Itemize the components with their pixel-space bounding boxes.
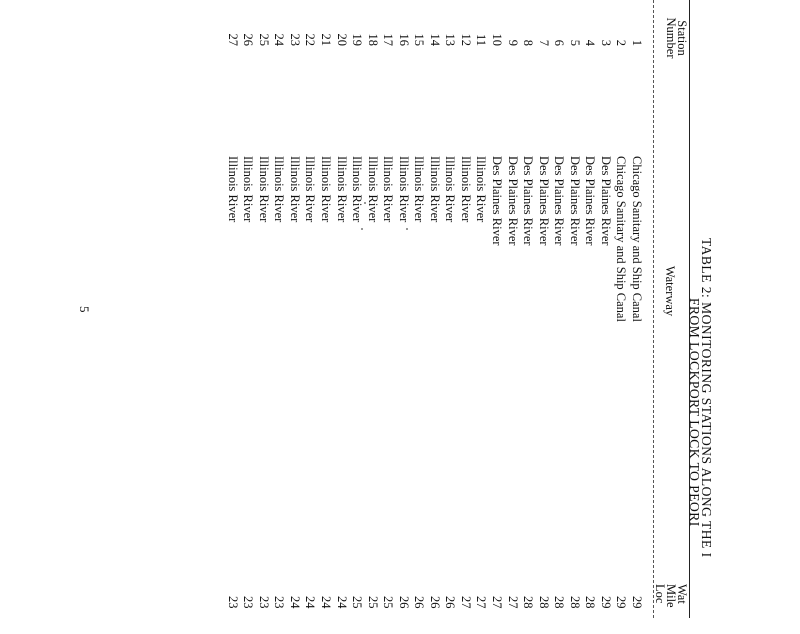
station-number-cell: 12 bbox=[458, 33, 473, 46]
station-number-cell: 11 bbox=[474, 33, 489, 46]
table-row bbox=[271, 0, 287, 618]
station-number-cell: 8 bbox=[521, 39, 536, 46]
waterway-cell: Illinois River bbox=[458, 156, 473, 223]
mile-location-cell: 26 bbox=[396, 596, 411, 609]
station-number-cell: 13 bbox=[443, 33, 458, 46]
header-station-number bbox=[665, 8, 687, 68]
mile-location-cell: 24 bbox=[303, 596, 318, 609]
mile-location-cell: 24 bbox=[287, 596, 302, 609]
station-number-cell: 27 bbox=[225, 33, 240, 46]
station-number-cell: 4 bbox=[583, 39, 598, 46]
mile-location-cell: 27 bbox=[505, 596, 520, 609]
table-row bbox=[426, 0, 442, 618]
header-mile-line-3: Loc bbox=[653, 584, 667, 604]
table-row bbox=[380, 0, 396, 618]
table-row bbox=[395, 0, 411, 618]
mile-location-cell: 23 bbox=[256, 596, 271, 609]
table-row bbox=[566, 0, 582, 618]
table-title-line-1: TABLE 2: MONITORING STATIONS ALONG THE I bbox=[699, 238, 714, 558]
table-row bbox=[255, 0, 271, 618]
station-number-cell: 5 bbox=[567, 39, 582, 46]
waterway-cell: Illinois River bbox=[365, 156, 380, 223]
table-row bbox=[333, 0, 349, 618]
waterway-cell: Illinois River bbox=[287, 156, 302, 223]
mile-location-cell: 27 bbox=[474, 596, 489, 609]
mile-location-cell: 28 bbox=[552, 596, 567, 609]
header-mile-line-2: Mile bbox=[664, 584, 678, 608]
header-mile-location bbox=[654, 584, 687, 634]
mile-location-cell: 27 bbox=[490, 596, 505, 609]
header-waterway-label: Waterway bbox=[663, 265, 677, 317]
scan-speck bbox=[364, 202, 366, 204]
table-row bbox=[473, 0, 489, 618]
mile-location-cell: 24 bbox=[319, 596, 333, 609]
mile-location-cell: 28 bbox=[583, 596, 598, 609]
table-row bbox=[613, 0, 629, 618]
station-number-cell: 18 bbox=[365, 33, 380, 46]
table-row bbox=[582, 0, 598, 618]
waterway-cell: Illinois River bbox=[272, 156, 287, 223]
mile-location-cell: 28 bbox=[536, 596, 551, 609]
table-row bbox=[597, 0, 613, 618]
table-row bbox=[302, 0, 318, 618]
table-row bbox=[504, 0, 520, 618]
station-number-cell: 23 bbox=[287, 33, 302, 46]
waterway-cell: Des Plaines River bbox=[598, 156, 613, 246]
mile-location-cell: 26 bbox=[443, 596, 458, 609]
mile-location-cell: 29 bbox=[630, 596, 644, 609]
mile-location-cell: 25 bbox=[381, 596, 396, 609]
table-top-rule bbox=[689, 0, 690, 618]
header-mile-line-1: Wat bbox=[675, 584, 689, 604]
station-number-cell: 1 bbox=[630, 39, 644, 46]
station-number-cell: 9 bbox=[505, 39, 520, 46]
waterway-cell: Illinois River bbox=[381, 156, 396, 223]
header-station-line-1: Station bbox=[675, 20, 689, 56]
waterway-cell: Illinois River bbox=[256, 156, 271, 223]
mile-location-cell: 24 bbox=[334, 596, 349, 609]
table-row bbox=[551, 0, 567, 618]
station-number-cell: 6 bbox=[552, 39, 567, 46]
station-number-cell: 22 bbox=[303, 33, 318, 46]
station-number-cell: 24 bbox=[272, 33, 287, 46]
waterway-cell: Illinois River bbox=[241, 156, 256, 223]
station-number-cell: 16 bbox=[396, 33, 411, 46]
header-waterway bbox=[664, 246, 675, 336]
station-number-cell: 10 bbox=[490, 33, 505, 46]
table-row bbox=[411, 0, 427, 618]
table-row bbox=[349, 0, 365, 618]
mile-location-cell: 27 bbox=[458, 596, 473, 609]
page-number: 5 bbox=[77, 306, 92, 313]
waterway-cell: Illinois River bbox=[427, 156, 442, 223]
mile-location-cell: 23 bbox=[225, 596, 240, 609]
station-number-cell: 21 bbox=[319, 33, 333, 46]
table-row bbox=[520, 0, 536, 618]
mile-location-cell: 25 bbox=[365, 596, 380, 609]
scan-speck bbox=[406, 228, 408, 230]
station-number-cell: 26 bbox=[241, 33, 256, 46]
table-title-line-2: FROM LOCKPORT LOCK TO PEORI bbox=[687, 298, 702, 527]
waterway-cell: Des Plaines River bbox=[536, 156, 551, 246]
waterway-cell: Des Plaines River bbox=[552, 156, 567, 246]
table-row bbox=[535, 0, 551, 618]
table-row bbox=[457, 0, 473, 618]
table-row bbox=[364, 0, 380, 618]
mile-location-cell: 28 bbox=[567, 596, 582, 609]
mile-location-cell: 26 bbox=[427, 596, 442, 609]
scan-speck bbox=[361, 228, 363, 230]
waterway-cell: Des Plaines River bbox=[567, 156, 582, 246]
station-number-cell: 14 bbox=[427, 33, 442, 46]
header-bottom-rule bbox=[653, 0, 654, 618]
waterway-cell: Chicago Sanitary and Ship Canal bbox=[614, 156, 629, 322]
table-row bbox=[489, 0, 505, 618]
waterway-cell: Des Plaines River bbox=[521, 156, 536, 246]
waterway-cell: Illinois River bbox=[225, 156, 240, 223]
table-row bbox=[629, 0, 645, 618]
waterway-cell: Des Plaines River bbox=[505, 156, 520, 246]
waterway-cell: Illinois River bbox=[319, 156, 333, 223]
waterway-cell: Illinois River bbox=[350, 156, 365, 223]
waterway-cell: Illinois River bbox=[334, 156, 349, 223]
station-number-cell: 15 bbox=[412, 33, 427, 46]
header-station-line-2: Number bbox=[664, 17, 678, 59]
table-row bbox=[224, 0, 240, 618]
table-row bbox=[240, 0, 256, 618]
mile-location-cell: 26 bbox=[412, 596, 427, 609]
station-number-cell: 20 bbox=[334, 33, 349, 46]
mile-location-cell: 25 bbox=[350, 596, 365, 609]
table-row bbox=[442, 0, 458, 618]
waterway-cell: Illinois River bbox=[474, 156, 489, 223]
station-number-cell: 17 bbox=[381, 33, 396, 46]
waterway-cell: Illinois River bbox=[443, 156, 458, 223]
station-number-cell: 19 bbox=[350, 33, 365, 46]
mile-location-cell: 29 bbox=[598, 596, 613, 609]
station-number-cell: 7 bbox=[536, 39, 551, 46]
mile-location-cell: 23 bbox=[272, 596, 287, 609]
waterway-cell: Illinois River bbox=[303, 156, 318, 223]
waterway-cell: Des Plaines River bbox=[583, 156, 598, 246]
table-row bbox=[286, 0, 302, 618]
station-number-cell: 3 bbox=[598, 39, 613, 46]
waterway-cell: Chicago Sanitary and Ship Canal bbox=[630, 156, 644, 322]
mile-location-cell: 28 bbox=[521, 596, 536, 609]
station-number-cell: 2 bbox=[614, 39, 629, 46]
waterway-cell: Illinois River bbox=[396, 156, 411, 223]
station-number-cell: 25 bbox=[256, 33, 271, 46]
mile-location-cell: 23 bbox=[241, 596, 256, 609]
waterway-cell: Des Plaines River bbox=[490, 156, 505, 246]
mile-location-cell: 29 bbox=[614, 596, 629, 609]
waterway-cell: Illinois River bbox=[412, 156, 427, 223]
table-row bbox=[318, 0, 334, 618]
